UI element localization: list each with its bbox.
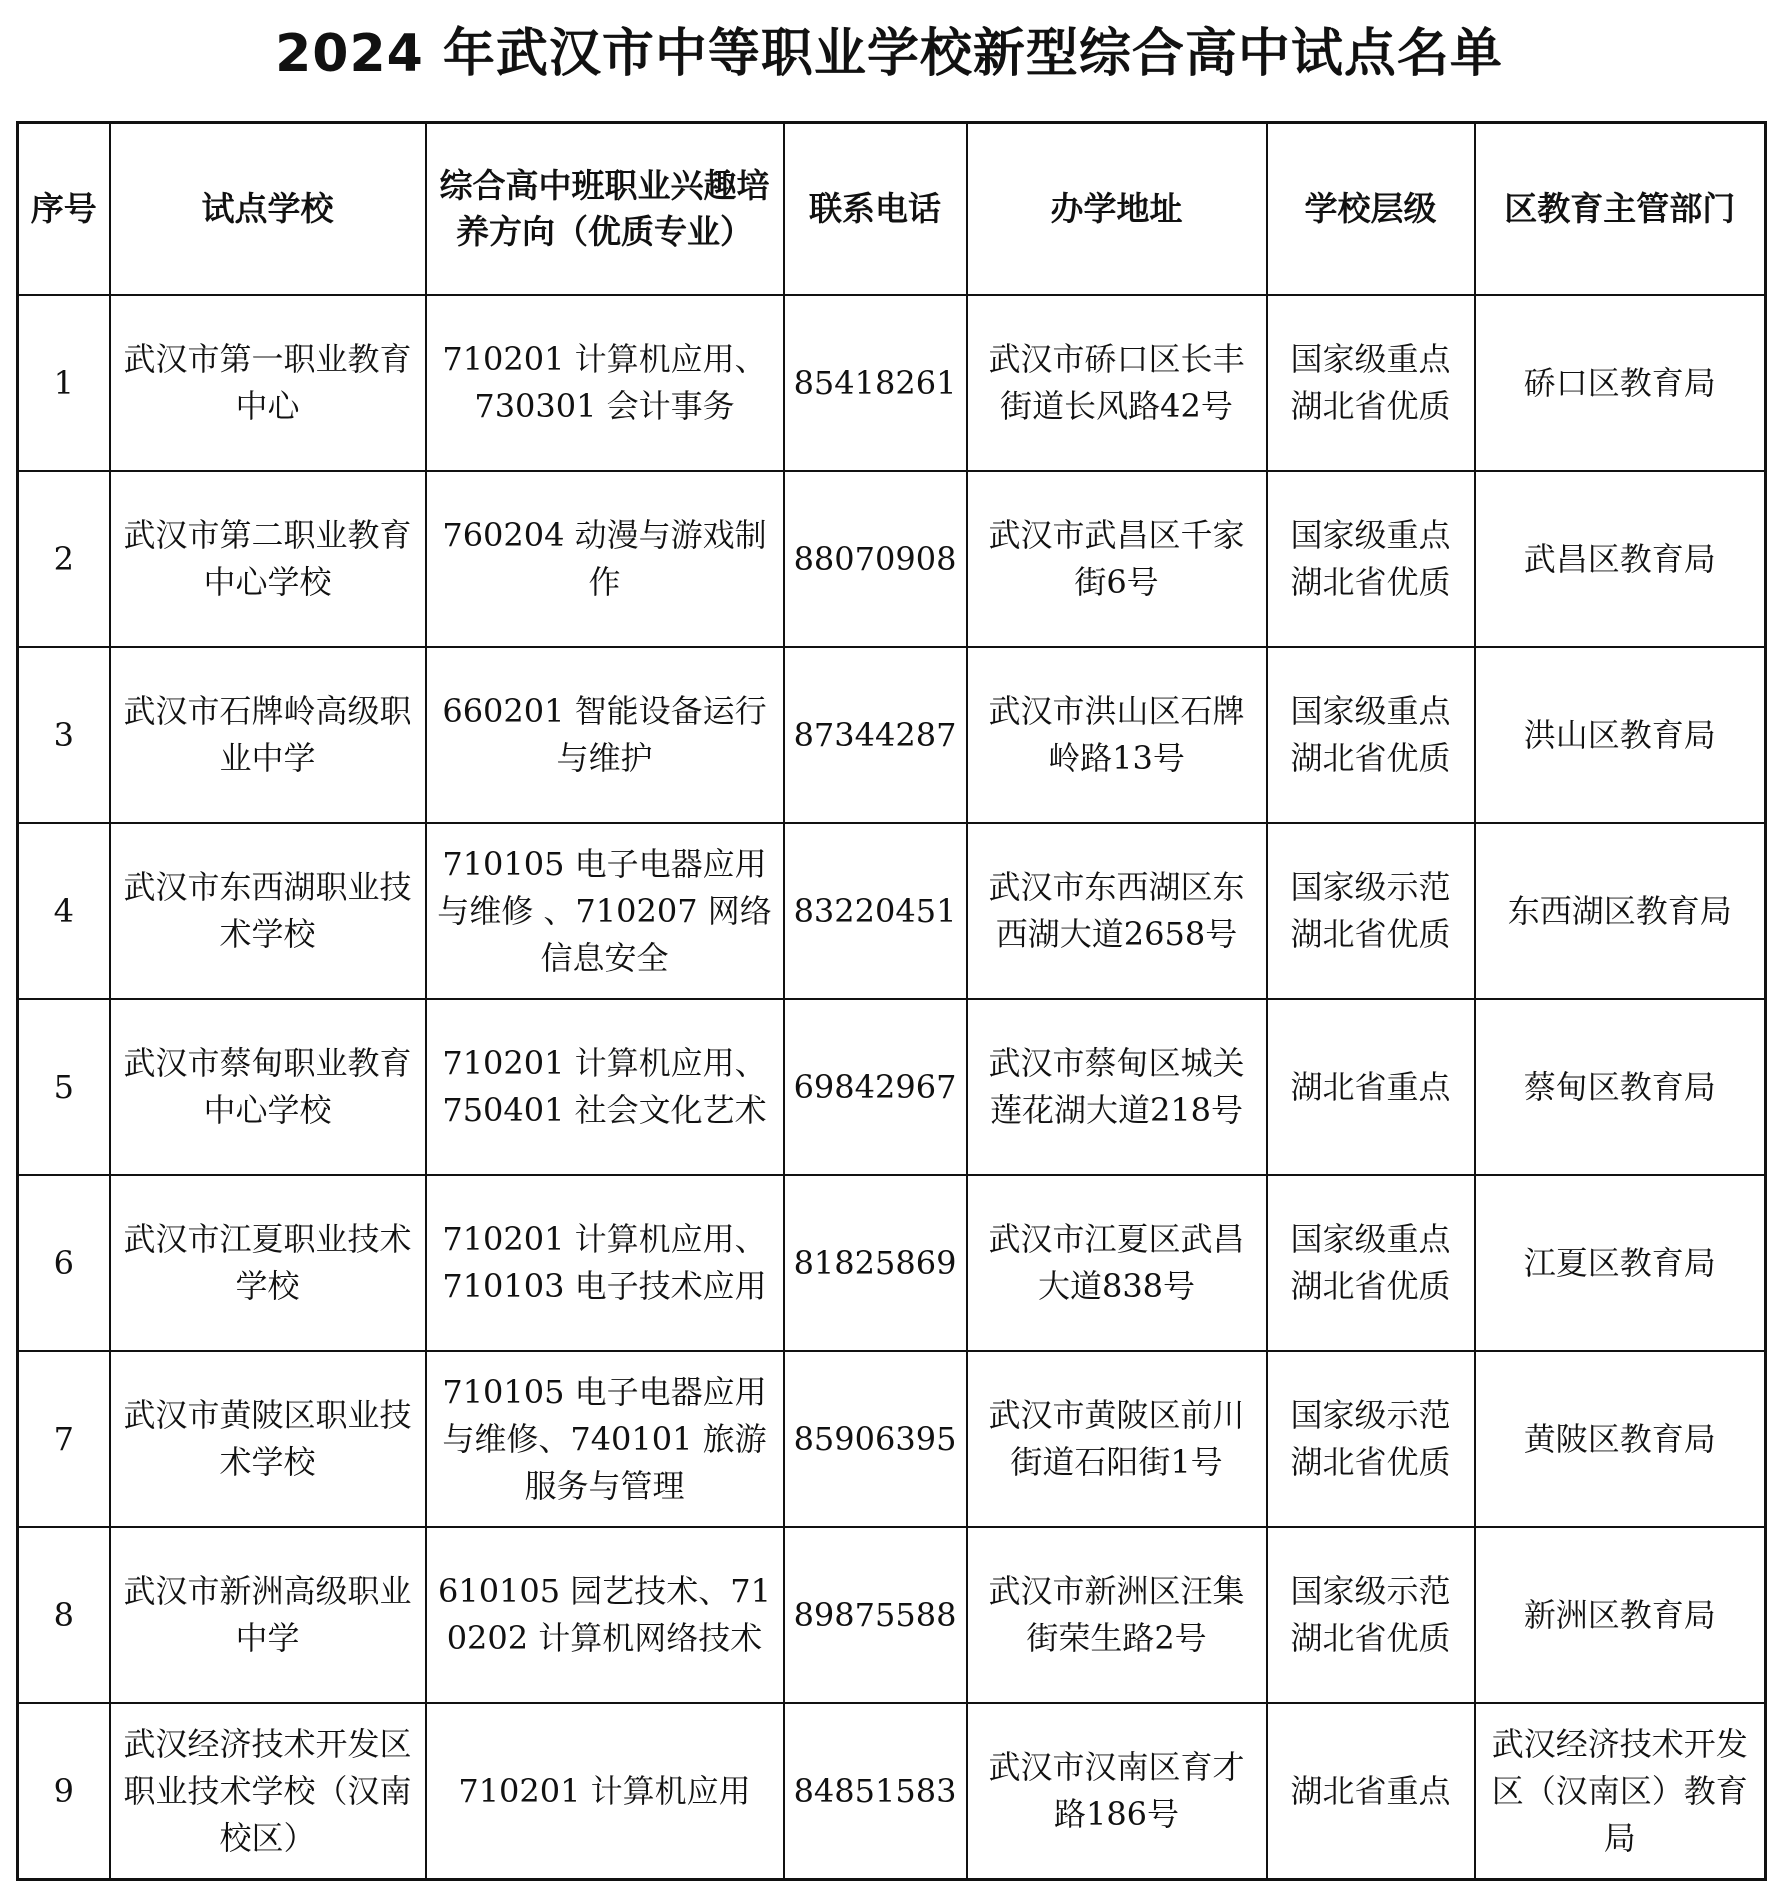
cell-vocational-direction: 610105 园艺技术、710202 计算机网络技术 xyxy=(426,1527,784,1703)
cell-school-level xyxy=(1267,295,1475,471)
table-row xyxy=(18,1175,1766,1351)
header-education-department: 区教育主管部门 xyxy=(1475,123,1766,296)
cell-school-level xyxy=(1267,471,1475,647)
cell-education-department: 蔡甸区教育局 xyxy=(1475,999,1766,1175)
table-row xyxy=(18,471,1766,647)
cell-serial-number: 4 xyxy=(18,823,110,999)
header-serial-number: 序号 xyxy=(18,123,110,296)
cell-pilot-school: 武汉市江夏职业技术学校 xyxy=(110,1175,426,1351)
cell-vocational-direction: 710201 计算机应用、730301 会计事务 xyxy=(426,295,784,471)
cell-address: 武汉市新洲区汪集街荣生路2号 xyxy=(967,1527,1267,1703)
cell-serial-number: 1 xyxy=(18,295,110,471)
school-level-line: 湖北省重点 xyxy=(1290,1771,1451,1810)
school-level-line: 湖北省优质 xyxy=(1290,1619,1451,1657)
table-row xyxy=(18,999,1766,1175)
table-row xyxy=(18,647,1766,823)
school-level-line: 国家级示范 xyxy=(1290,1396,1451,1434)
cell-address: 武汉市江夏区武昌大道838号 xyxy=(967,1175,1267,1351)
cell-contact-phone: 87344287 xyxy=(784,647,967,823)
cell-address: 武汉市硚口区长丰街道长风路42号 xyxy=(967,295,1267,471)
cell-serial-number: 7 xyxy=(18,1351,110,1527)
cell-pilot-school: 武汉市东西湖职业技术学校 xyxy=(110,823,426,999)
cell-school-level xyxy=(1267,999,1475,1175)
cell-contact-phone: 89875588 xyxy=(784,1527,967,1703)
pilot-school-table xyxy=(16,121,1767,1881)
school-level-line: 国家级重点 xyxy=(1290,340,1451,378)
cell-address: 武汉市洪山区石牌岭路13号 xyxy=(967,647,1267,823)
cell-serial-number: 3 xyxy=(18,647,110,823)
cell-serial-number: 8 xyxy=(18,1527,110,1703)
cell-education-department: 东西湖区教育局 xyxy=(1475,823,1766,999)
school-level-line: 湖北省优质 xyxy=(1290,1267,1451,1305)
cell-pilot-school: 武汉市蔡甸职业教育中心学校 xyxy=(110,999,426,1175)
cell-vocational-direction: 710105 电子电器应用与维修 、710207 网络信息安全 xyxy=(426,823,784,999)
school-level-line: 国家级重点 xyxy=(1290,692,1451,730)
table-row xyxy=(18,1703,1766,1880)
cell-pilot-school: 武汉市黄陂区职业技术学校 xyxy=(110,1351,426,1527)
table-row xyxy=(18,1351,1766,1527)
cell-school-level xyxy=(1267,647,1475,823)
cell-education-department: 武汉经济技术开发区（汉南区）教育局 xyxy=(1475,1703,1766,1880)
cell-education-department: 洪山区教育局 xyxy=(1475,647,1766,823)
cell-education-department: 江夏区教育局 xyxy=(1475,1175,1766,1351)
cell-vocational-direction: 710201 计算机应用、710103 电子技术应用 xyxy=(426,1175,784,1351)
cell-pilot-school: 武汉市新洲高级职业中学 xyxy=(110,1527,426,1703)
header-vocational-direction: 综合高中班职业兴趣培养方向（优质专业） xyxy=(426,123,784,296)
school-level-line: 湖北省优质 xyxy=(1290,563,1451,601)
cell-vocational-direction: 760204 动漫与游戏制作 xyxy=(426,471,784,647)
cell-school-level xyxy=(1267,1175,1475,1351)
header-pilot-school: 试点学校 xyxy=(110,123,426,296)
school-level-line: 国家级示范 xyxy=(1290,868,1451,906)
school-level-line: 国家级重点 xyxy=(1290,516,1451,554)
cell-pilot-school: 武汉市第一职业教育中心 xyxy=(110,295,426,471)
cell-serial-number: 9 xyxy=(18,1703,110,1880)
cell-contact-phone: 83220451 xyxy=(784,823,967,999)
cell-serial-number: 5 xyxy=(18,999,110,1175)
cell-school-level xyxy=(1267,823,1475,999)
school-level-line: 湖北省优质 xyxy=(1290,739,1451,777)
school-level-line: 湖北省优质 xyxy=(1290,1443,1451,1481)
cell-contact-phone: 85418261 xyxy=(784,295,967,471)
cell-serial-number: 6 xyxy=(18,1175,110,1351)
cell-vocational-direction: 660201 智能设备运行与维护 xyxy=(426,647,784,823)
cell-contact-phone: 85906395 xyxy=(784,1351,967,1527)
cell-contact-phone: 81825869 xyxy=(784,1175,967,1351)
school-level-line: 湖北省优质 xyxy=(1290,387,1451,425)
table-row xyxy=(18,823,1766,999)
table-row xyxy=(18,295,1766,471)
cell-address: 武汉市东西湖区东西湖大道2658号 xyxy=(967,823,1267,999)
school-level-line: 国家级重点 xyxy=(1290,1220,1451,1258)
cell-education-department: 新洲区教育局 xyxy=(1475,1527,1766,1703)
cell-vocational-direction: 710105 电子电器应用与维修、740101 旅游服务与管理 xyxy=(426,1351,784,1527)
school-level-line: 湖北省优质 xyxy=(1290,915,1451,953)
cell-education-department: 硚口区教育局 xyxy=(1475,295,1766,471)
cell-address: 武汉市汉南区育才路186号 xyxy=(967,1703,1267,1880)
cell-pilot-school: 武汉市石牌岭高级职业中学 xyxy=(110,647,426,823)
cell-school-level xyxy=(1267,1527,1475,1703)
cell-vocational-direction: 710201 计算机应用 xyxy=(426,1703,784,1880)
school-level-line: 湖北省重点 xyxy=(1290,1067,1451,1106)
cell-contact-phone: 69842967 xyxy=(784,999,967,1175)
cell-address: 武汉市蔡甸区城关莲花湖大道218号 xyxy=(967,999,1267,1175)
cell-serial-number: 2 xyxy=(18,471,110,647)
cell-education-department: 黄陂区教育局 xyxy=(1475,1351,1766,1527)
cell-address: 武汉市黄陂区前川街道石阳街1号 xyxy=(967,1351,1267,1527)
header-school-level: 学校层级 xyxy=(1267,123,1475,296)
cell-contact-phone: 84851583 xyxy=(784,1703,967,1880)
cell-contact-phone: 88070908 xyxy=(784,471,967,647)
table-header-row xyxy=(18,123,1766,296)
table-row xyxy=(18,1527,1766,1703)
cell-address: 武汉市武昌区千家街6号 xyxy=(967,471,1267,647)
header-contact-phone: 联系电话 xyxy=(784,123,967,296)
cell-school-level xyxy=(1267,1351,1475,1527)
school-level-line: 国家级示范 xyxy=(1290,1572,1451,1610)
cell-vocational-direction: 710201 计算机应用、750401 社会文化艺术 xyxy=(426,999,784,1175)
cell-pilot-school: 武汉市第二职业教育中心学校 xyxy=(110,471,426,647)
cell-school-level xyxy=(1267,1703,1475,1880)
cell-education-department: 武昌区教育局 xyxy=(1475,471,1766,647)
page-title: 2024 年武汉市中等职业学校新型综合高中试点名单 xyxy=(275,24,1503,84)
header-address: 办学地址 xyxy=(967,123,1267,296)
cell-pilot-school: 武汉经济技术开发区职业技术学校（汉南校区） xyxy=(110,1703,426,1880)
